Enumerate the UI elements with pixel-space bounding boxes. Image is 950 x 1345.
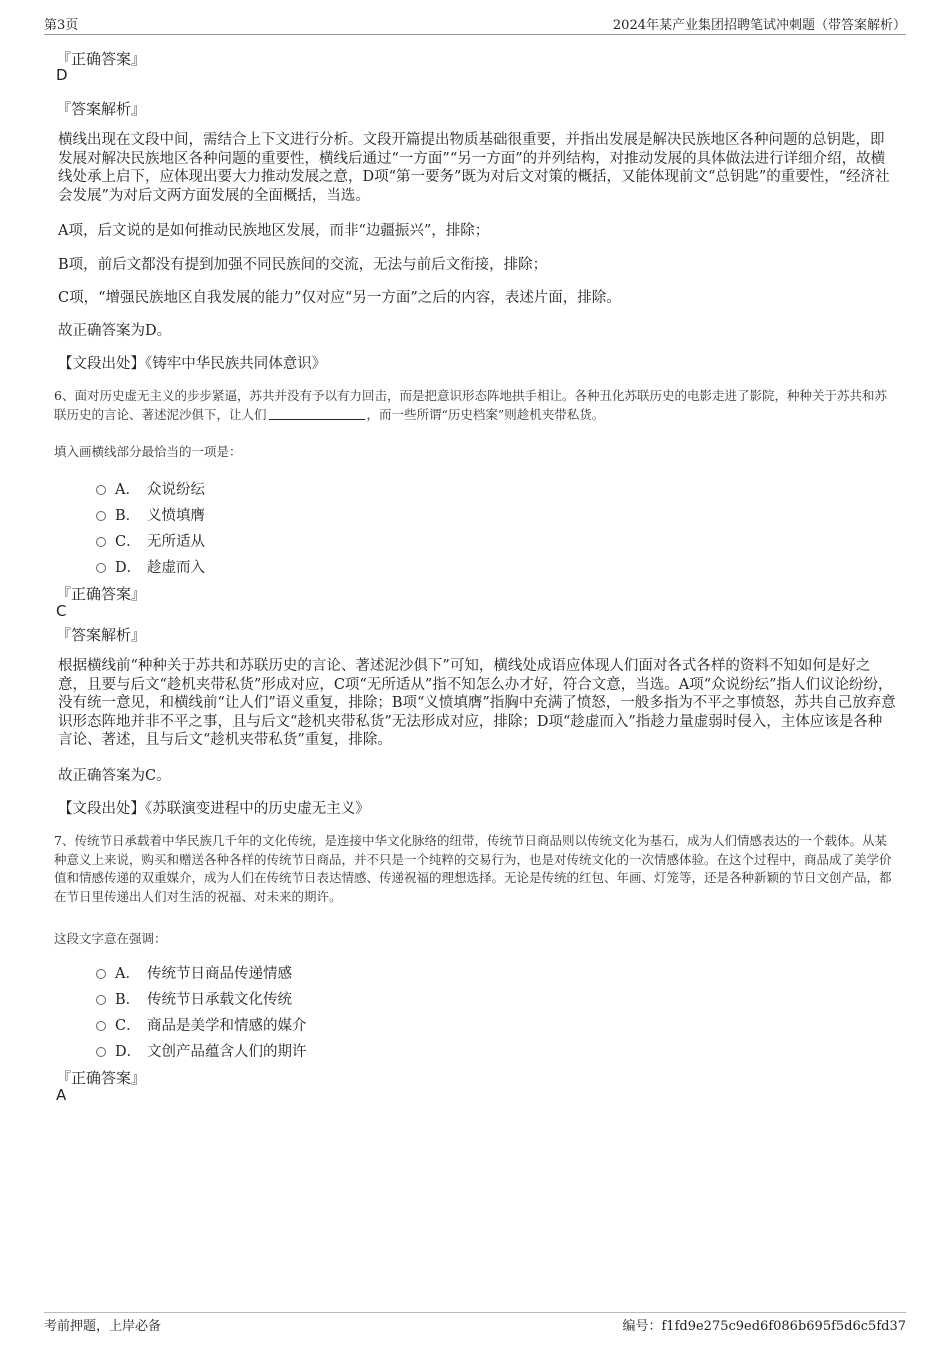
radio-button-icon[interactable]	[96, 995, 106, 1005]
page-header	[44, 14, 906, 35]
conclusion: 故正确答案为C。	[58, 768, 171, 784]
page-footer	[44, 1312, 906, 1333]
radio-button-icon[interactable]	[96, 537, 106, 547]
option-a[interactable]: A． 众说纷纭	[96, 478, 205, 499]
option-b[interactable]: B． 传统节日承载文化传统	[96, 988, 292, 1009]
correct-answer-label: 『正确答案』	[56, 50, 147, 68]
radio-button-icon[interactable]	[96, 563, 106, 573]
footer-slogan: 考前押题，上岸必备	[44, 1319, 162, 1334]
correct-answer: D	[56, 66, 68, 84]
document-title: 2024年某产业集团招聘笔试冲刺题（带答案解析）	[612, 18, 906, 33]
page-number: 第3页	[44, 18, 79, 33]
fill-in-blank	[269, 407, 365, 420]
question-6-text-before: 6、面对历史虚无主义的步步紧逼，苏共并没有予以有力回击，而是把意识形态阵地拱手相让。各种丑化苏联历史的电影走进了影院，种种关于苏共和苏联历史的言论、著述泥沙俱下，让人们	[54, 388, 887, 422]
conclusion: 故正确答案为D。	[58, 323, 172, 339]
question-6-prompt: 填入画横线部分最恰当的一项是：	[54, 444, 242, 459]
option-b-note: B项，前后文都没有提到加强不同民族间的交流，无法与前后文衔接，排除；	[58, 257, 548, 273]
question-6-text	[54, 387, 896, 424]
option-d[interactable]: D． 文创产品蕴含人们的期许	[96, 1040, 307, 1061]
option-c-note: C项，“增强民族地区自我发展的能力”仅对应“另一方面”之后的内容，表述片面，排除。	[58, 290, 621, 306]
radio-button-icon[interactable]	[96, 485, 106, 495]
source-citation: 【文段出处】《苏联演变进程中的历史虚无主义》	[58, 801, 370, 817]
document-id: 编号：f1fd9e275c9ed6f086b695f5d6c5fd37	[622, 1319, 906, 1334]
question-7-prompt: 这段文字意在强调：	[54, 931, 167, 946]
analysis-text: 根据横线前“种种关于苏共和苏联历史的言论、著述泥沙俱下”可知，横线处成语应体现人们面对各式各样的资料不知如何是好之意，且要与后文“趁机夹带私货”形成对应，C项“无所适从”指不知怎么办才好，符合文意，当选。A项“众说纷纭”指人们议论纷纷，没有统一意见，和横线前“让人们”语义重复，排除；B项“义愤填膺”指胸中充满了愤怒，一般多指为不平之事愤怒，苏共自己放弃意识形态阵地并非不平之事，且与后文“趁机夹带私货”无法形成对应，排除；D项“趁虚而入”指趁力量虚弱时侵入，主体应该是各种言论、著述，且与后文“趁机夹带私货”重复，排除。	[58, 658, 896, 749]
analysis-label: 『答案解析』	[56, 100, 147, 118]
question-7-text: 7、传统节日承载着中华民族几千年的文化传统，是连接中华文化脉络的纽带，传统节日商品则以传统文化为基石，成为人们情感表达的一个载体。从某种意义上来说，购买和赠送各种各样的传统节日商品，并不只是一个纯粹的交易行为，也是对传统文化的一次情感体验。在这个过程中，商品成了美学价值和情感传递的双重媒介，成为人们在传统节日表达情感、传递祝福的理想选择。无论是传统的红包、年画、灯笼等，还是各种新颖的节日文创产品，都在节日里传递出人们对生活的祝福、对未来的期许。	[54, 833, 892, 904]
analysis-label: 『答案解析』	[56, 626, 147, 644]
option-a[interactable]: A． 传统节日商品传递情感	[96, 962, 292, 983]
option-d[interactable]: D． 趁虚而入	[96, 556, 205, 577]
option-b[interactable]: B． 义愤填膺	[96, 504, 205, 525]
correct-answer-label: 『正确答案』	[56, 1069, 147, 1087]
option-c[interactable]: C． 商品是美学和情感的媒介	[96, 1014, 307, 1035]
radio-button-icon[interactable]	[96, 511, 106, 521]
question-6-text-after: ，而一些所谓“历史档案”则趁机夹带私货。	[366, 406, 605, 422]
correct-answer-label: 『正确答案』	[56, 585, 147, 603]
analysis-text: 横线出现在文段中间，需结合上下文进行分析。文段开篇提出物质基础很重要，并指出发展是解决民族地区各种问题的总钥匙，即发展对解决民族地区各种问题的重要性，横线后通过“一方面”“另一方面”的并列结构，对推动发展的具体做法进行详细介绍，故横线处承上启下，应体现出要大力推动发展之意，D项“第一要务”既为对后文对策的概括，又能体现前文“总钥匙”的重要性，“经济社会发展”为对后文两方面发展的全面概括，当选。	[58, 132, 890, 204]
radio-button-icon[interactable]	[96, 1021, 106, 1031]
radio-button-icon[interactable]	[96, 969, 106, 979]
source-citation: 【文段出处】《铸牢中华民族共同体意识》	[58, 356, 327, 372]
option-c[interactable]: C． 无所适从	[96, 530, 205, 551]
option-a-note: A项，后文说的是如何推动民族地区发展，而非“边疆振兴”，排除；	[58, 223, 490, 239]
radio-button-icon[interactable]	[96, 1047, 106, 1057]
correct-answer: C	[56, 602, 67, 620]
correct-answer: A	[56, 1086, 67, 1104]
